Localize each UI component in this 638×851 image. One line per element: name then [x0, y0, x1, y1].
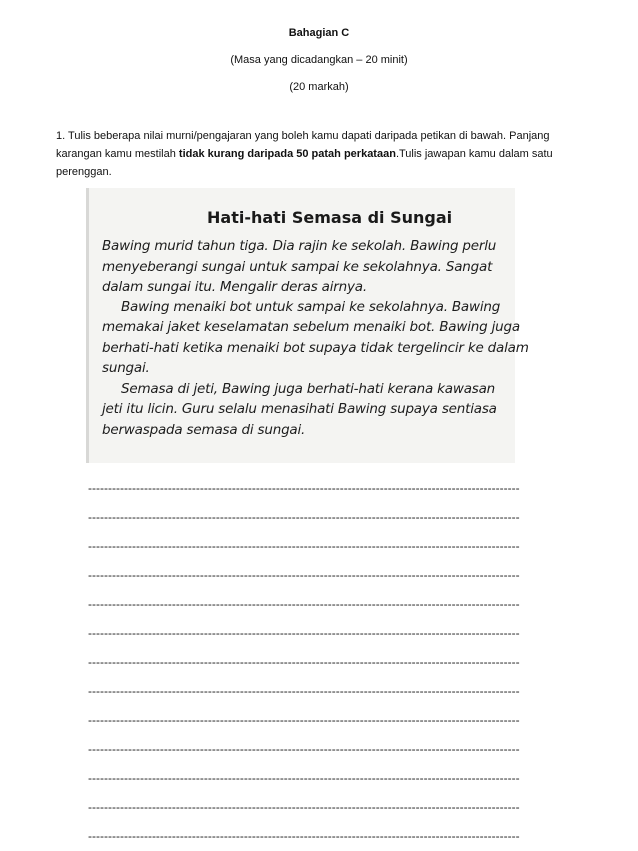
answer-line[interactable]: ------------------------------------------------------------------------------------------------------------ [88, 771, 520, 785]
passage-line: jeti itu licin. Guru selalu menasihati Bawing supaya sentiasa [102, 401, 497, 417]
passage-line: menyeberangi sungai untuk sampai ke sekolahnya. Sangat [102, 259, 493, 275]
passage-title: Hati-hati Semasa di Sungai [207, 208, 453, 227]
answer-line[interactable]: ------------------------------------------------------------------------------------------------------------ [88, 568, 520, 582]
answer-line[interactable]: ------------------------------------------------------------------------------------------------------------ [88, 655, 520, 669]
question-text-part1: 1. Tulis beberapa nilai murni/pengajaran yang boleh kamu dapati daripada petikan di bawah. Panjang karangan kamu mestilah [56, 130, 550, 160]
passage-line: sungai. [102, 360, 150, 376]
passage-line: berwaspada semasa di sungai. [102, 422, 306, 438]
question-text-bold: tidak kurang daripada 50 patah perkataan [178, 148, 396, 160]
passage-line: memakai jaket keselamatan sebelum menaiki bot. Bawing juga [102, 319, 520, 335]
section-title: Bahagian C [288, 27, 350, 39]
passage-line: Bawing menaiki bot untuk sampai ke sekolahnya. Bawing [121, 299, 501, 315]
answer-line[interactable]: ------------------------------------------------------------------------------------------------------------ [88, 510, 520, 524]
answer-line[interactable]: ------------------------------------------------------------------------------------------------------------ [88, 713, 520, 727]
passage-line: dalam sungai itu. Mengalir deras airnya. [102, 279, 367, 295]
passage-line: Bawing murid tahun tiga. Dia rajin ke sekolah. Bawing perlu [102, 238, 497, 254]
passage-line: berhati-hati ketika menaiki bot supaya tidak tergelincir ke dalam [102, 340, 529, 356]
passage-image [86, 188, 529, 463]
marks-allocation: (20 markah) [289, 81, 349, 93]
answer-lines [88, 474, 588, 851]
passage-line: Semasa di jeti, Bawing juga berhati-hati kerana kawasan [121, 381, 496, 397]
answer-line[interactable]: ------------------------------------------------------------------------------------------------------------ [88, 481, 520, 495]
answer-line[interactable]: ------------------------------------------------------------------------------------------------------------ [88, 829, 520, 843]
time-allocation: (Masa yang dicadangkan – 20 minit) [230, 54, 408, 66]
answer-line[interactable]: ------------------------------------------------------------------------------------------------------------ [88, 742, 520, 756]
answer-line[interactable]: ------------------------------------------------------------------------------------------------------------ [88, 597, 520, 611]
answer-line[interactable]: ------------------------------------------------------------------------------------------------------------ [88, 626, 520, 640]
answer-line[interactable]: ------------------------------------------------------------------------------------------------------------ [88, 800, 520, 814]
question-text-part2: .Tulis jawapan kamu dalam satu perenggan. [56, 148, 553, 178]
answer-line[interactable]: ------------------------------------------------------------------------------------------------------------ [88, 539, 520, 553]
question-instruction [56, 127, 576, 181]
answer-line[interactable]: ------------------------------------------------------------------------------------------------------------ [88, 684, 520, 698]
